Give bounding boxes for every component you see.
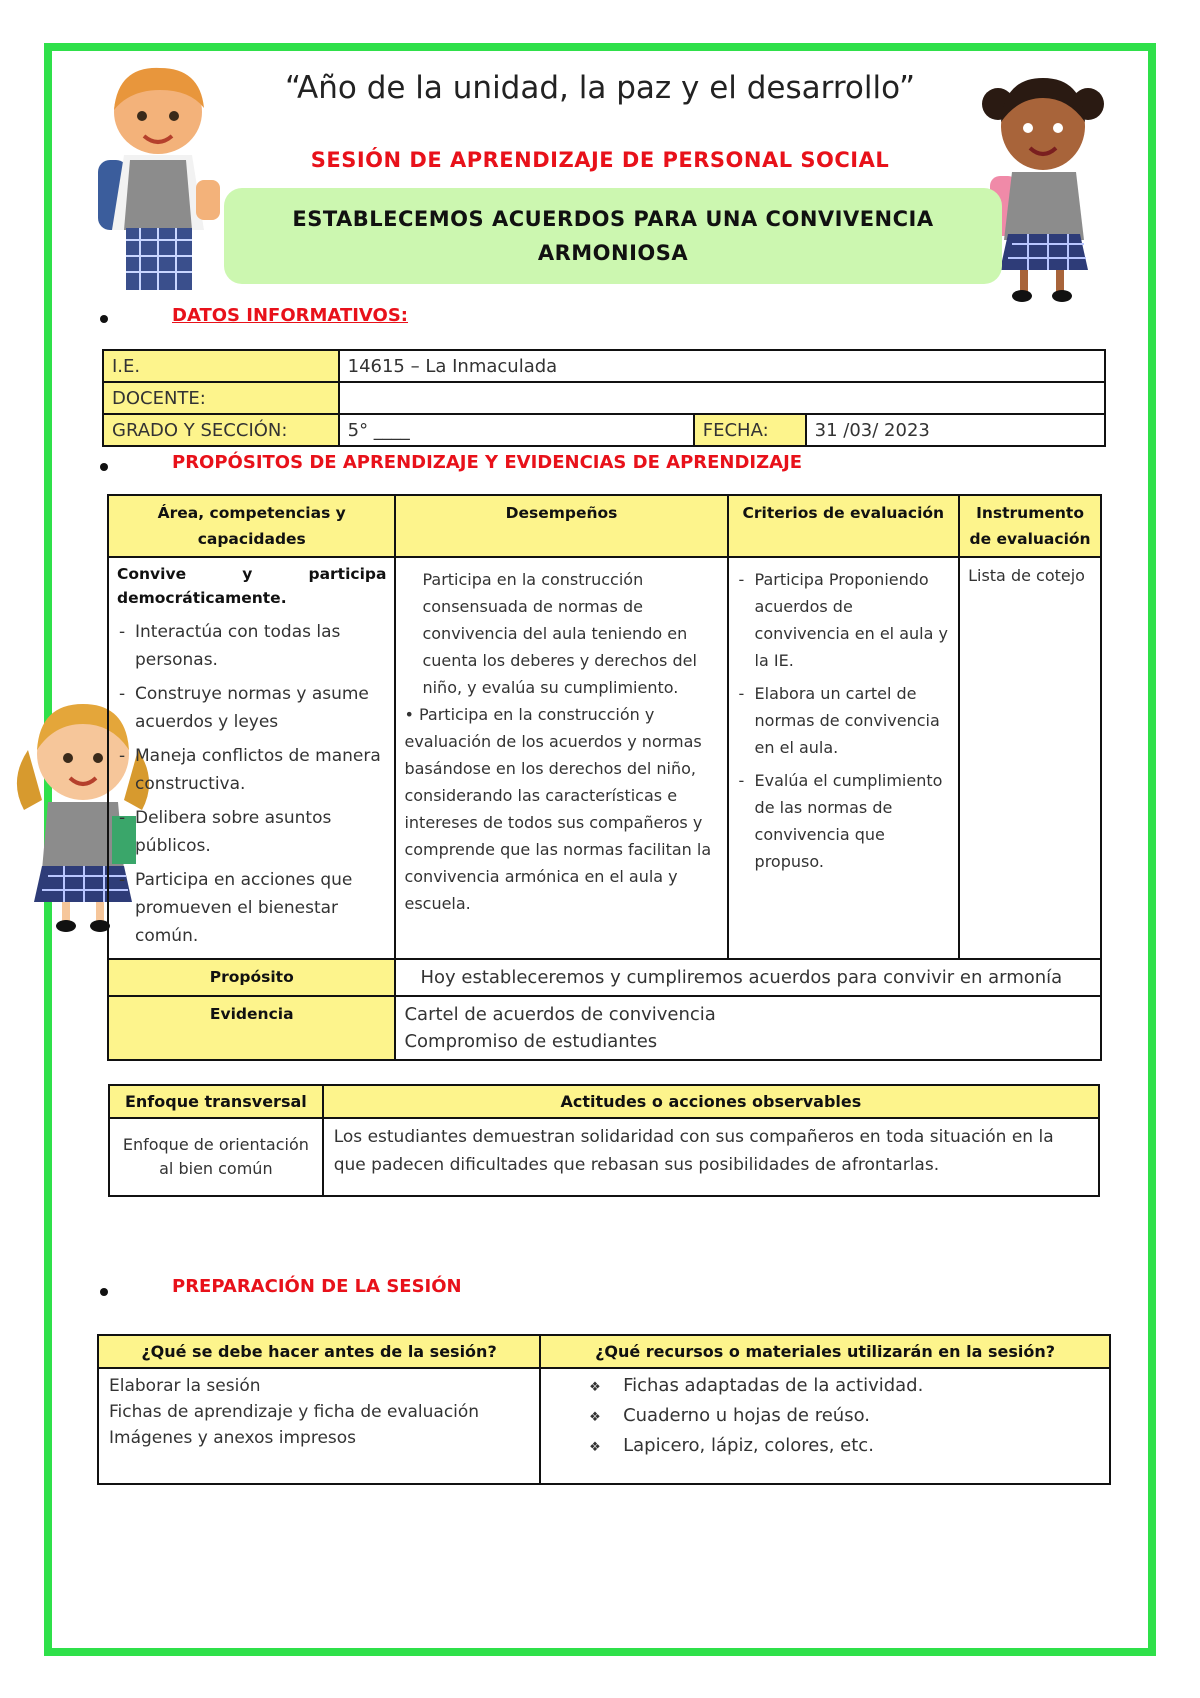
recurso-item: ❖ Cuaderno u hojas de reúso.	[589, 1403, 1099, 1429]
boy-student-illustration	[78, 60, 238, 305]
ie-value: 14615 – La Inmaculada	[339, 350, 1105, 382]
capacidad-item: - Maneja conflictos de manera constructiva.	[117, 742, 386, 798]
datos-heading: DATOS INFORMATIVOS:	[172, 305, 409, 326]
desempenos-cell	[395, 557, 727, 959]
capacidad-item: - Delibera sobre asuntos públicos.	[117, 804, 386, 860]
session-title-text: ESTABLECEMOS ACUERDOS PARA UNA CONVIVENCIA ARMONIOSA	[292, 207, 934, 265]
datos-table	[102, 349, 1106, 447]
col-recursos: ¿Qué recursos o materiales utilizarán en la sesión?	[540, 1335, 1110, 1368]
criterio-item: - Evalúa el cumplimiento de las normas de convivencia que propuso.	[737, 767, 951, 875]
preparacion-table	[97, 1334, 1111, 1485]
recursos-cell	[540, 1368, 1110, 1484]
recursos-list	[589, 1373, 1099, 1459]
col-area: Área, competencias y capacidades	[108, 495, 395, 557]
actitudes-value: Los estudiantes demuestran solidaridad con sus compañeros en toda situación en la que padecen dificultades que rebasan sus posibilidades de afrontarlas.	[323, 1118, 1099, 1196]
fecha-value: 31 /03/ 2023	[806, 414, 1105, 446]
antes-item: Elaborar la sesión	[109, 1376, 261, 1396]
evidencia-line: Compromiso de estudiantes	[404, 1031, 658, 1052]
year-title: “Año de la unidad, la paz y el desarrollo”	[284, 70, 916, 106]
criterio-item: - Participa Proponiendo acuerdos de convivencia en el aula y la IE.	[737, 566, 951, 674]
col-desempenos: Desempeños	[395, 495, 727, 557]
capacidades-list	[117, 618, 386, 950]
session-type: SESIÓN DE APRENDIZAJE DE PERSONAL SOCIAL	[310, 148, 890, 172]
capacidad-item: - Construye normas y asume acuerdos y leyes	[117, 680, 386, 736]
criterio-item: - Elabora un cartel de normas de convivencia en el aula.	[737, 680, 951, 761]
desempeno-1: Participa en la construcción consensuada de normas de convivencia del aula teniendo en cuenta los deberes y derechos del niño, y evalúa su cumplimiento.	[422, 570, 697, 697]
desempeno-2: • Participa en la construcción y evaluación de los acuerdos y normas basándose en los derechos del niño, considerando las características e intereses de todos sus compañeros y comprende que las normas facilitan la convivencia armónica en el aula y escuela.	[404, 705, 712, 913]
col-antes: ¿Qué se debe hacer antes de la sesión?	[98, 1335, 540, 1368]
capacidad-item: - Participa en acciones que promueven el bienestar común.	[117, 866, 386, 950]
session-title	[224, 202, 1002, 270]
enfoque-table	[108, 1084, 1100, 1197]
recurso-item: ❖ Fichas adaptadas de la actividad.	[589, 1373, 1099, 1399]
competencia-title: Convive y participa democráticamente.	[117, 565, 387, 607]
antes-item: Imágenes y anexos impresos	[109, 1428, 357, 1448]
recurso-item: ❖ Lapicero, lápiz, colores, etc.	[589, 1433, 1099, 1459]
evidencia-cell	[395, 996, 1101, 1060]
col-enfoque: Enfoque transversal	[109, 1085, 323, 1118]
fecha-label: FECHA:	[694, 414, 806, 446]
antes-item: Fichas de aprendizaje y ficha de evaluación	[109, 1402, 480, 1422]
col-actitudes: Actitudes o acciones observables	[323, 1085, 1099, 1118]
bullet-icon	[100, 1288, 108, 1296]
col-criterios: Criterios de evaluación	[728, 495, 960, 557]
antes-cell	[98, 1368, 540, 1484]
enfoque-value: Enfoque de orientación al bien común	[109, 1118, 323, 1196]
proposito-value: Hoy estableceremos y cumpliremos acuerdos para convivir en armonía	[395, 959, 1101, 996]
propositos-heading: PROPÓSITOS DE APRENDIZAJE Y EVIDENCIAS DE APRENDIZAJE	[172, 452, 803, 473]
preparacion-heading: PREPARACIÓN DE LA SESIÓN	[172, 1276, 462, 1297]
col-instrumento: Instrumento de evaluación	[959, 495, 1101, 557]
grado-label: GRADO Y SECCIÓN:	[103, 414, 339, 446]
propositos-table	[107, 494, 1102, 1061]
capacidad-item: - Interactúa con todas las personas.	[117, 618, 386, 674]
proposito-label: Propósito	[108, 959, 395, 996]
grado-value: 5° ____	[339, 414, 694, 446]
competencias-cell	[108, 557, 395, 959]
bullet-icon	[100, 463, 108, 471]
criterios-list	[737, 562, 951, 875]
evidencia-label: Evidencia	[108, 996, 395, 1060]
evidencia-line: Cartel de acuerdos de convivencia	[404, 1004, 716, 1025]
criterios-cell	[728, 557, 960, 959]
bullet-icon	[100, 315, 108, 323]
docente-value	[339, 382, 1105, 414]
instrumento-cell: Lista de cotejo	[959, 557, 1101, 959]
docente-label: DOCENTE:	[103, 382, 339, 414]
ie-label: I.E.	[103, 350, 339, 382]
